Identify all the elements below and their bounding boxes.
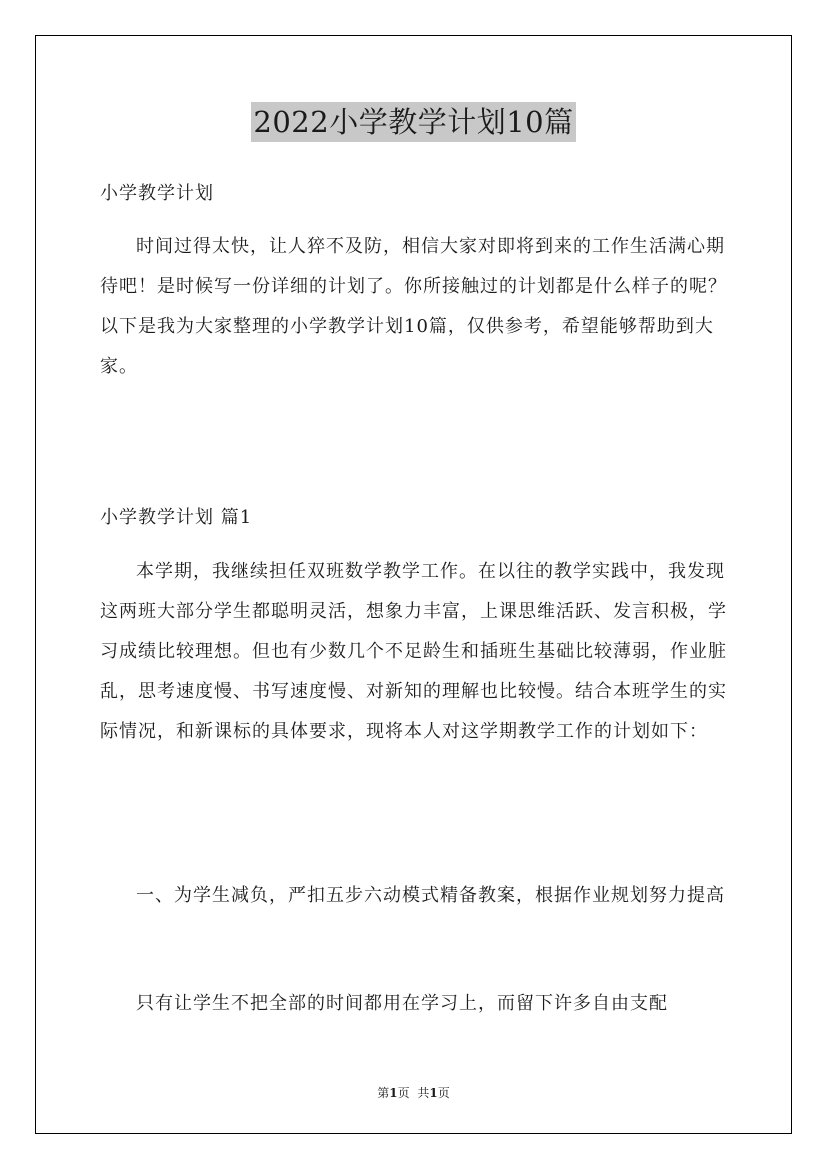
intro-paragraph: 时间过得太快，让人猝不及防，相信大家对即将到来的工作生活满心期待吧！是时候写一份详细的计划了。你所接触过的计划都是什么样子的呢？以下是我为大家整理的小学教学计划10篇，仅供参考，希望能够帮助到大家。: [100, 236, 727, 377]
page-footer: [0, 1084, 827, 1102]
section-heading-intro: 小学教学计划: [100, 183, 214, 204]
section-heading-part1: 小学教学计划 篇1: [100, 507, 253, 528]
document-title-text: 2022小学教学计划10篇: [251, 102, 575, 142]
part1-paragraph-1: 本学期，我继续担任双班数学教学工作。在以往的教学实践中，我发现这两班大部分学生都聪明灵活，想象力丰富，上课思维活跃、发言积极，学习成绩比较理想。但也有少数几个不足龄生和插班生基础比较薄弱，作业脏乱，思考速度慢、书写速度慢、对新知的理解也比较慢。结合本班学生的实际情况，和新课标的具体要求，现将本人对这学期教学工作的计划如下：: [100, 561, 727, 742]
footer-page-number: 1: [389, 1086, 398, 1100]
part1-paragraph-3: 只有让学生不把全部的时间都用在学习上，而留下许多自由支配: [136, 993, 668, 1014]
footer-total-unit: 页: [437, 1086, 450, 1100]
part1-paragraph-2: 一、为学生减负，严扣五步六动模式精备教案，根据作业规划努力提高: [136, 885, 725, 906]
footer-page-unit: 页: [397, 1086, 410, 1100]
document-title: [0, 102, 827, 142]
footer-page-prefix: 第: [377, 1086, 390, 1100]
footer-total-number: 1: [429, 1086, 438, 1100]
footer-total-prefix: 共: [417, 1086, 430, 1100]
